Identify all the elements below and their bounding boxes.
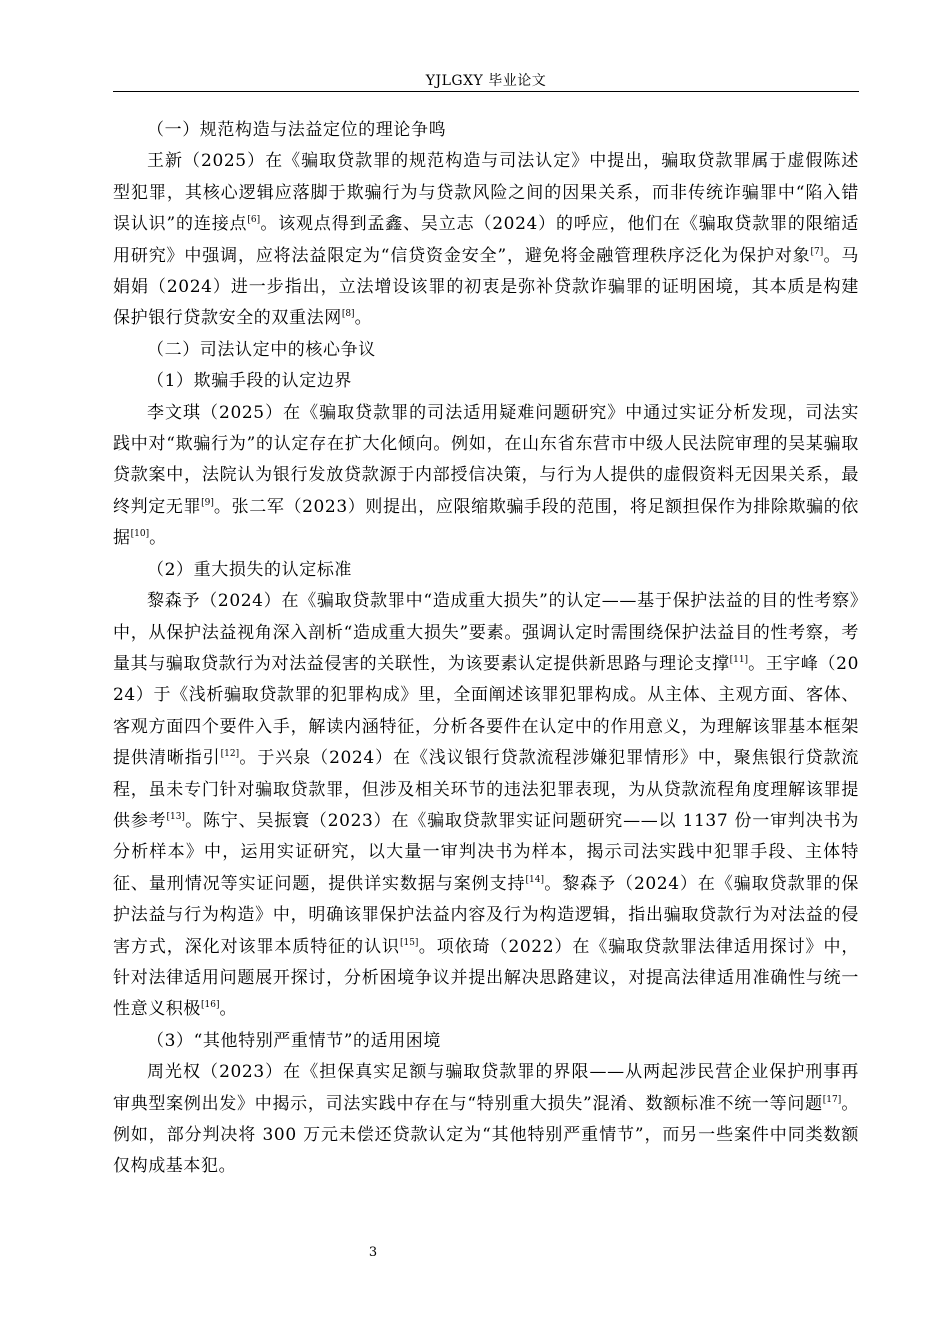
citation-ref: [12] — [220, 749, 240, 760]
body-paragraph — [113, 1057, 859, 1183]
subsection-heading: （1）欺骗手段的认定边界 — [147, 371, 353, 392]
paragraph-text: 。项依琦（2022）在《骗取贷款罪法律适用探讨》中，针对法律适用问题展开探讨，分析困境争议并提出解决思路建议，对提高法律适用准确性与统一性意义积极 — [113, 936, 859, 1020]
body-paragraph — [113, 586, 859, 1026]
paragraph-text: 黎森予（2024）在《骗取贷款罪中“造成重大损失”的认定——基于保护法益的目的性考察》中，从保护法益视角深入剖析“造成重大损失”要素。强调认定时需围绕保护法益目的性考察，考量其与骗取贷款行为对法益侵害的关联性，为该要素认定提供新思路与理论支撑 — [113, 591, 859, 674]
citation-ref: [10] — [130, 529, 150, 540]
paragraph-text: 。 — [149, 528, 167, 549]
paragraph-text: 。马娟娟（2024）进一步指出，立法增设该罪的初衷是弥补贷款诈骗罪的证明困境，其本质是构建保护银行贷款安全的双重法网 — [113, 245, 859, 329]
running-header: YJLGXY 毕业论文 — [425, 73, 547, 89]
page-number: 3 — [368, 1245, 378, 1260]
body-paragraph — [113, 398, 859, 555]
paragraph-text: 李文琪（2025）在《骗取贷款罪的司法适用疑难问题研究》中通过实证分析发现，司法实践中对“欺骗行为”的认定存在扩大化倾向。例如，在山东省东营市中级人民法院审理的吴某骗取贷款案中，法院认为银行发放贷款源于内部授信决策，与行为人提供的虚假资料无因果关系，最终判定无罪 — [113, 402, 859, 517]
paragraph-text: 。黎森予（2024）在《骗取贷款罪的保护法益与行为构造》中，明确该罪保护法益内容及行为构造逻辑，指出骗取贷款行为对法益的侵害方式，深化对该罪本质特征的认识 — [113, 873, 859, 957]
subsection-heading: （3）“其他特别严重情节”的适用困境 — [147, 1030, 441, 1051]
citation-ref: [8] — [341, 309, 355, 320]
citation-ref: [9] — [201, 497, 214, 508]
section-heading: （二）司法认定中的核心争议 — [147, 339, 376, 360]
section-heading: （一）规范构造与法益定位的理论争鸣 — [147, 120, 447, 140]
paragraph-text: 。王宇峰（2024）于《浅析骗取贷款罪的犯罪构成》里，全面阐述该罪犯罪构成。从主体、主观方面、客体、客观方面四个要件入手，解读内涵特征，分析各要件在认定中的作用意义，为理解该罪基本框架提供清晰指引 — [113, 653, 859, 769]
citation-ref: [15] — [399, 937, 419, 948]
subsection-heading: （2）重大损失的认定标准 — [147, 559, 353, 580]
citation-ref: [7] — [810, 246, 824, 257]
paragraph-text: 。 — [354, 308, 373, 329]
paragraph-text: 。陈宁、吴振寰（2023）在《骗取贷款罪实证问题研究——以 1137 份一审判决书为分析样本》中，运用实证研究，以大量一审判决书为样本，揭示司法实践中犯罪手段、主体特征、量刑情况等实证问题，提供详实数据与案例支持 — [113, 810, 859, 894]
citation-ref: [14] — [525, 874, 544, 885]
body-paragraph — [113, 146, 859, 334]
citation-ref: [17] — [822, 1094, 842, 1105]
page-body — [113, 115, 859, 1183]
paragraph-text: 。 — [219, 999, 238, 1020]
paragraph-text: 。于兴泉（2024）在《浅议银行贷款流程涉嫌犯罪情形》中，聚焦银行贷款流程，虽未专门针对骗取贷款罪，但涉及相关环节的违法犯罪表现，为从贷款流程角度理解该罪提供参考 — [113, 748, 859, 831]
citation-ref: [16] — [201, 1000, 220, 1011]
header-rule — [113, 91, 859, 92]
paragraph-text: 。该观点得到孟鑫、吴立志（2024）的呼应，他们在《骗取贷款罪的限缩适用研究》中强调，应将法益限定为“信贷资金安全”，避免将金融管理秩序泛化为保护对象 — [113, 214, 859, 266]
citation-ref: [13] — [166, 811, 185, 822]
paragraph-text: 王新（2025）在《骗取贷款罪的规范构造与司法认定》中提出，骗取贷款罪属于虚假陈述型犯罪，其核心逻辑应落脚于欺骗行为与贷款风险之间的因果关系，而非传统诈骗罪中“陷入错误认识”的连接点 — [113, 151, 859, 235]
paragraph-text: 。张二军（2023）则提出，应限缩欺骗手段的范围，将足额担保作为排除欺骗的依据 — [113, 496, 860, 549]
paragraph-text: 周光权（2023）在《担保真实足额与骗取贷款罪的界限——从两起涉民营企业保护刑事再审典型案例出发》中揭示，司法实践中存在与“特别重大损失”混淆、数额标准不统一等问题 — [113, 1062, 859, 1114]
citation-ref: [6] — [247, 215, 261, 226]
paragraph-text: 。例如，部分判决将 300 万元未偿还贷款认定为“其他特别严重情节”，而另一些案件中同类数额仅构成基本犯。 — [113, 1093, 859, 1177]
citation-ref: [11] — [729, 654, 749, 665]
